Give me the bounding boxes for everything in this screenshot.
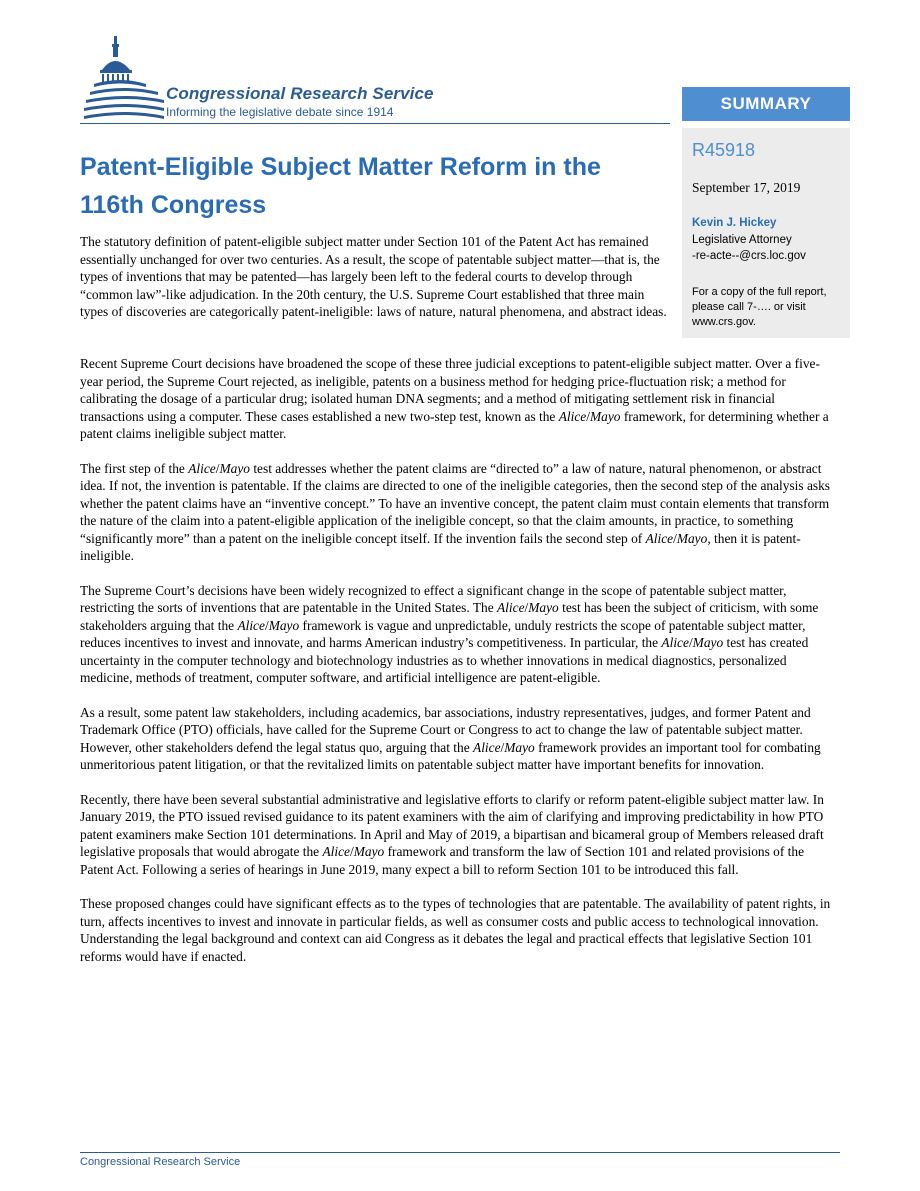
text-run: test addresses whether the patent claims are “directed to” a law of nature, natural phenomenon, or abstract idea. If not, the invention is patentable. If the claims are directed to one of the ineligible categories, then the second step of the analysis asks whether the patent claims have an “inventive concept.” To have an inventive concept, the patent claim must contain elements that transform the nature of the claim into a patent-eligible application of the ineligible concept, so that the claim amounts, in practice, to something “significantly more” than a patent on the ineligible concept itself. If the invention fails the second step of: [80, 460, 830, 546]
crs-logo: [80, 34, 480, 124]
case-name: Mayo: [504, 739, 535, 755]
text-run: /: [673, 530, 677, 546]
page-title: Patent-Eligible Subject Matter Reform in the 116th Congress: [80, 153, 601, 219]
case-name: Mayo: [219, 460, 250, 476]
body-paragraph: [80, 355, 840, 443]
case-name: Alice: [322, 844, 350, 859]
case-name: Alice: [661, 635, 689, 650]
header-divider: [80, 123, 670, 124]
text-run: Recent Supreme Court decisions have broadened the scope of these three judicial exceptions to patent-eligible subject matter. Over a five-year period, the Supreme Court rejected, as ineligible, patents on a business method for hedging price-fluctuation risk; a method for calibrating the dosage of a particular drug; isolated human DNA segments; and a method of mitigating settlement risk in financial transactions using a computer. These cases established a new two-step test, known as the: [80, 356, 820, 424]
summary-body: [80, 355, 840, 982]
copy-note: For a copy of the full report, please call 7-…. or visit www.crs.gov.: [692, 286, 827, 328]
org-tagline: Informing the legislative debate since 1914: [166, 105, 394, 119]
case-name: Alice: [497, 600, 525, 615]
org-name: Congressional Research Service: [166, 84, 434, 103]
author-title: Legislative Attorney: [692, 234, 792, 246]
case-name: Mayo: [353, 844, 385, 859]
text-run: /: [500, 739, 505, 755]
text-run: /: [349, 844, 354, 859]
case-name: Alice: [558, 408, 587, 424]
text-run: /: [264, 617, 269, 633]
author-name: Kevin J. Hickey: [692, 217, 777, 229]
intro-paragraph: The statutory definition of patent-eligible subject matter under Section 101 of the Patent Act has remained essentially unchanged for over two centuries. As a result, the scope of patentable subject matter—that is, the types of inventions that may be patented—has largely been left to the federal courts to develop through “common law”-like adjudication. In the 20th century, the U.S. Supreme Court established that three main types of discoveries are categorically patent-ineligible: laws of nature, natural phenomena, and abstract ideas.: [80, 234, 667, 319]
text-run: The Supreme Court’s decisions have been widely recognized to effect a significant change in the scope of patentable subject matter, restricting the sorts of inventions that are patentable in the United States. The: [80, 582, 787, 615]
text-run: framework is vague and unpredictable, unduly restricts the scope of patentable subject matter, reduces incentives to invest and innovate, and harms American industry’s competitiveness. In particular, the: [80, 617, 806, 650]
text-run: framework, for determining whether a patent claims ineligible subject matter.: [80, 408, 829, 441]
footer-org-name: Congressional Research Service: [80, 1156, 241, 1168]
case-name: Mayo: [268, 617, 300, 633]
text-run: /: [688, 635, 693, 650]
body-paragraph: [80, 460, 840, 565]
text-run: /: [215, 460, 220, 476]
text-run: /: [524, 600, 529, 615]
case-name: Mayo: [676, 530, 708, 546]
case-name: Mayo: [589, 408, 621, 424]
summary-banner: SUMMARY: [682, 87, 850, 121]
text-run: Recently, there have been several substantial administrative and legislative efforts to clarify or reform patent-eligible subject matter law. In January 2019, the PTO issued revised guidance to its patent examiners with the aim of clarifying and improving predictability in how PTO patent examiners make Section 101 determinations. In April and May of 2019, a bipartisan and bicameral group of Members released draft legislative proposals that would abrogate the: [80, 791, 824, 859]
case-name: Mayo: [692, 635, 724, 650]
case-name: Alice: [237, 617, 265, 633]
report-date: September 17, 2019: [692, 180, 801, 195]
report-info-sidebar: [682, 128, 850, 338]
case-name: Mayo: [528, 600, 559, 615]
case-name: Alice: [645, 530, 674, 546]
text-run: test has created uncertainty in the computer technology and biotechnology industries as to whether innovations in medical diagnostics, personalized medicine, methods of treatment, computer software, and artificial intelligence are patent-eligible.: [80, 635, 809, 685]
report-id: R45918: [692, 140, 756, 160]
body-paragraph: [80, 582, 840, 687]
author-email[interactable]: -re-acte--@crs.loc.gov: [692, 250, 806, 262]
case-name: Alice: [473, 739, 501, 755]
text-run: test has been the subject of criticism, with some stakeholders arguing that the: [80, 600, 819, 633]
text-run: As a result, some patent law stakeholders, including academics, bar associations, industry representatives, judges, and former Patent and Trademark Office (PTO) officials, have called for the Supreme Court or Congress to act to change the law of patentable subject matter. However, other stakeholders defend the legal status quo, arguing that the: [80, 704, 811, 755]
text-run: , then it is patent-ineligible.: [80, 530, 801, 563]
body-paragraph: [80, 791, 840, 879]
text-run: These proposed changes could have significant effects as to the types of technologies that are patentable. The availability of patent rights, in turn, affects incentives to invest and innovate in particular fields, as well as consumer costs and public access to technological innovation. Understanding the legal background and context can aid Congress as it debates the legal and practical effects that legislative Section 101 reforms would have if enacted.: [80, 896, 831, 964]
text-run: framework provides an important tool for combating unmeritorious patent litigation, or that the revitalized limits on patentable subject matter have important benefits for innovation.: [80, 739, 821, 772]
text-run: The first step of the: [80, 460, 189, 476]
text-run: framework and transform the law of Section 101 and related provisions of the Patent Act. Following a series of hearings in June 2019, many expect a bill to reform Section 101 to be introduced this fall.: [80, 844, 805, 877]
body-paragraph: [80, 704, 840, 774]
capitol-dome-icon: [80, 34, 164, 122]
case-name: Alice: [188, 460, 216, 476]
text-run: /: [586, 408, 590, 424]
body-paragraph: [80, 895, 840, 965]
footer-divider: [80, 1152, 840, 1153]
